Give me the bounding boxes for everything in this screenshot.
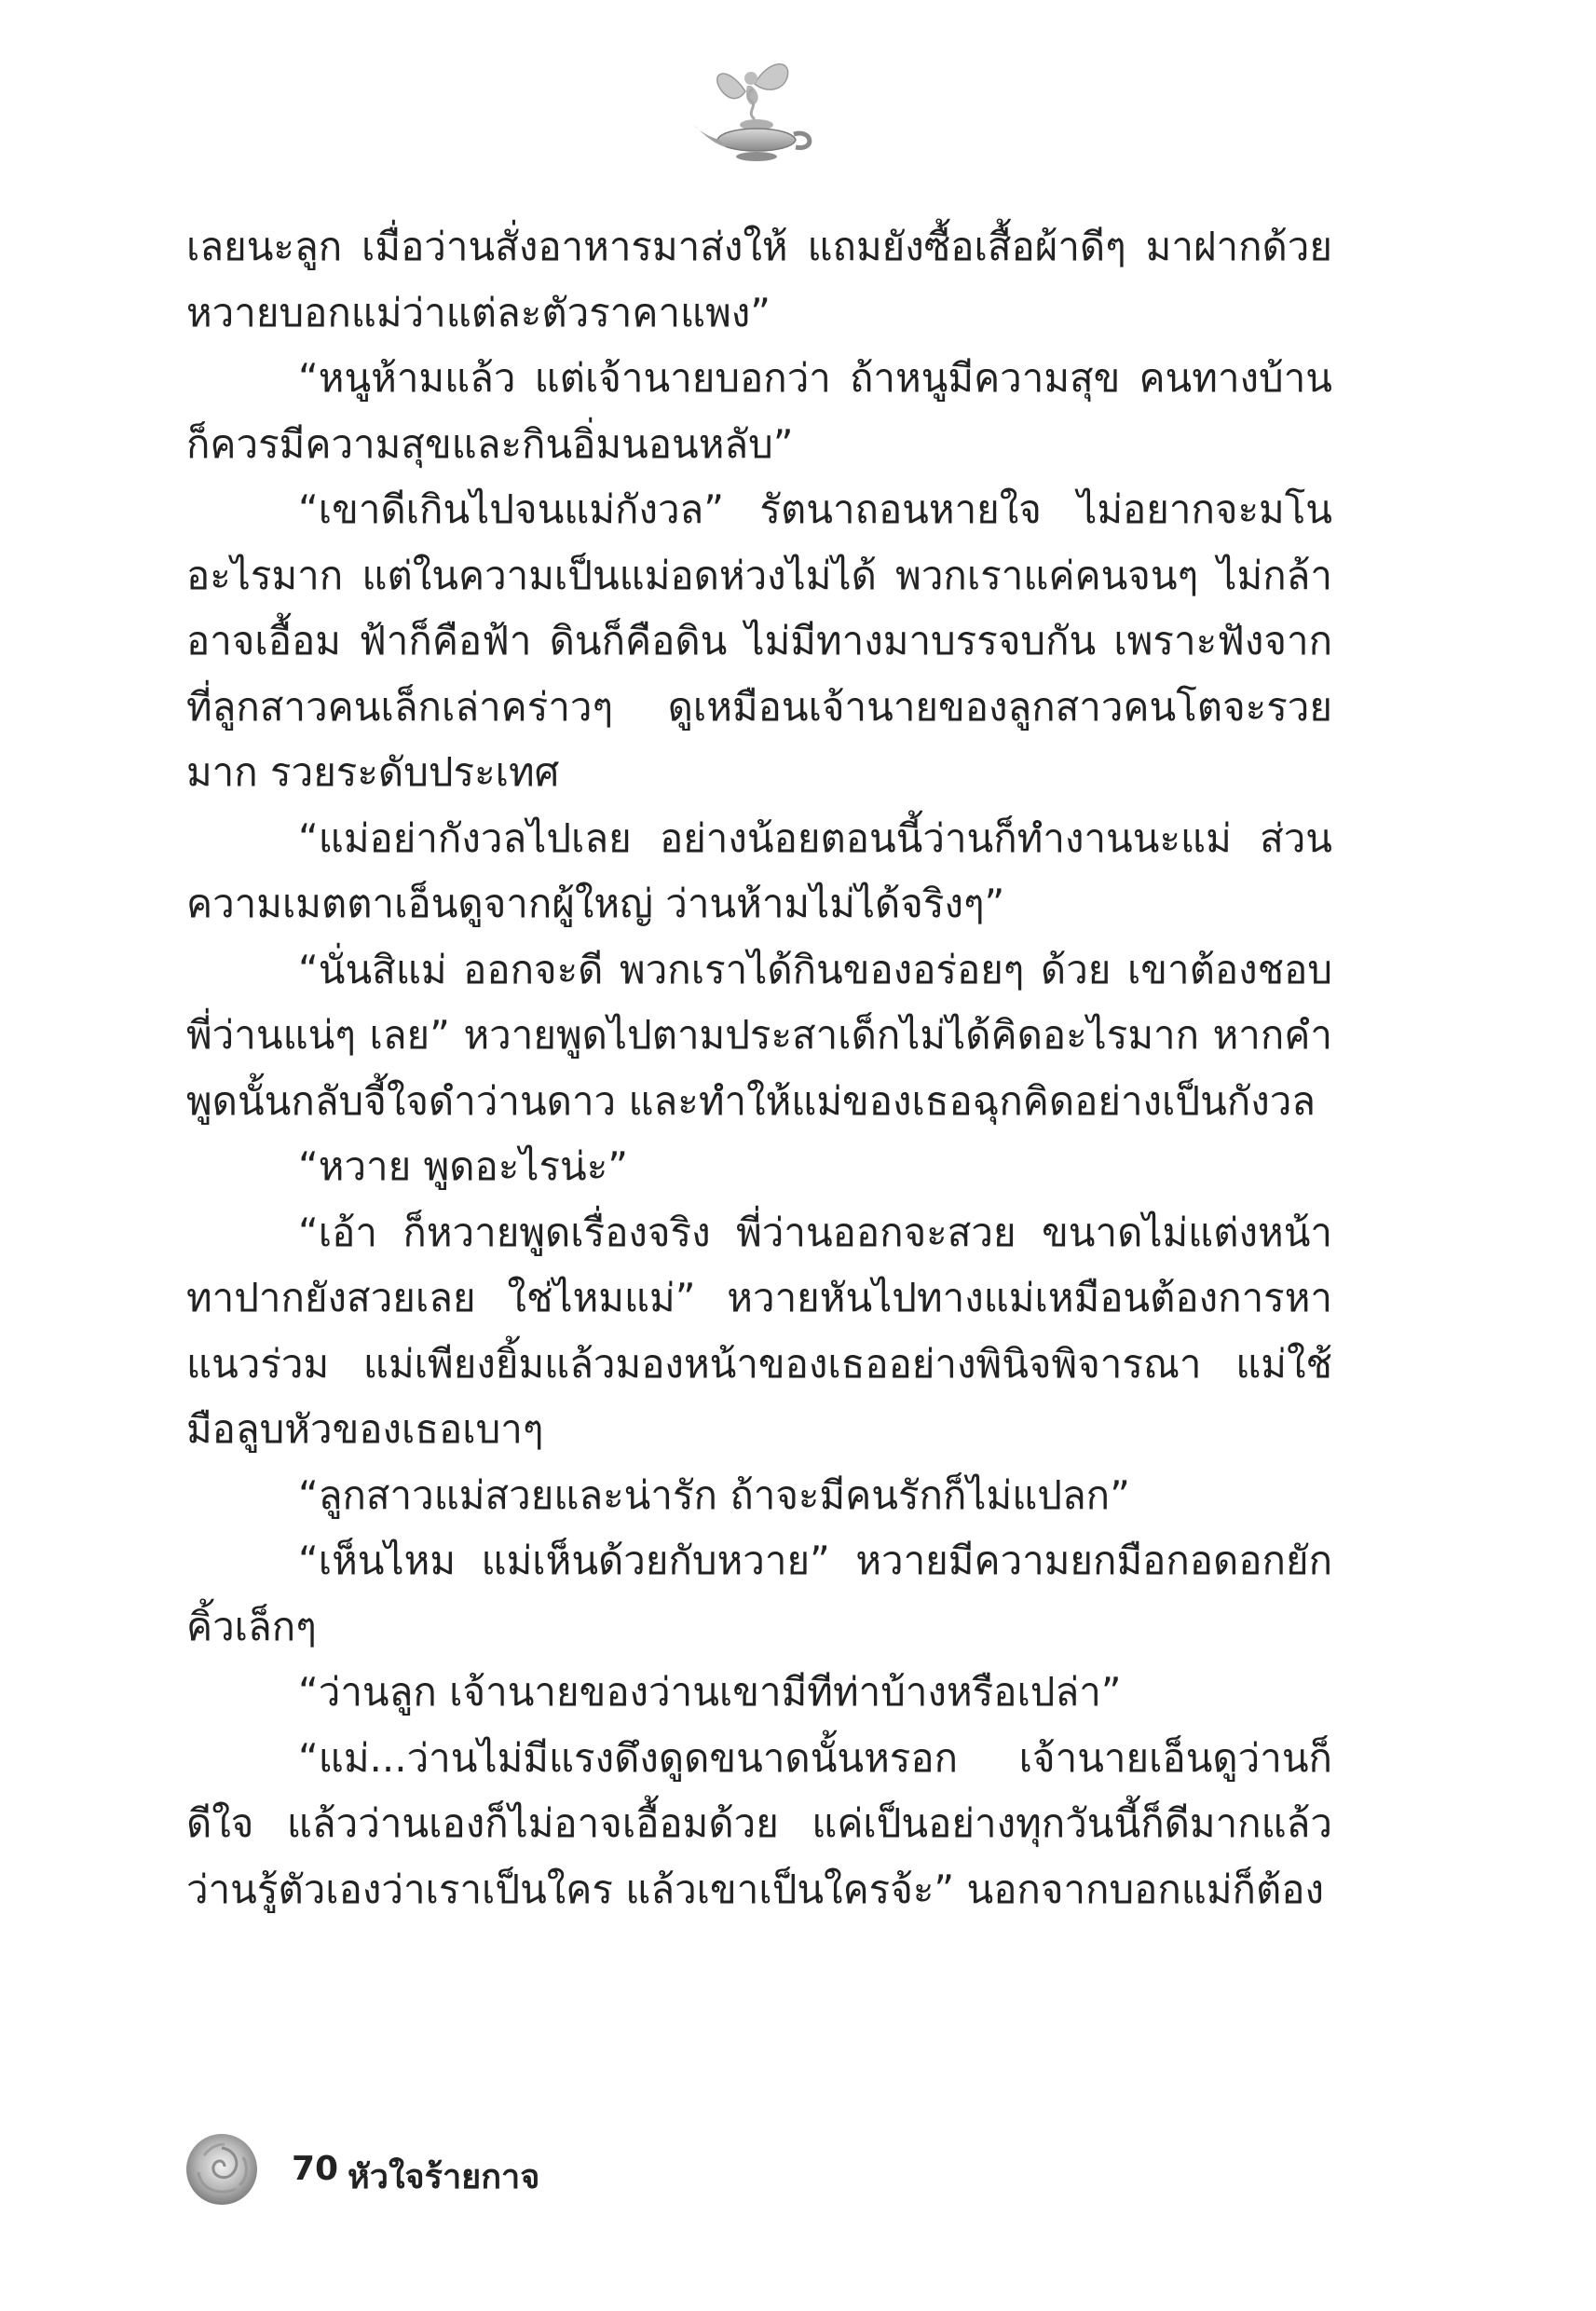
paragraph: เลยนะลูก เมื่อว่านสั่งอาหารมาส่งให้ แถมยังซื้อเสื้อผ้าดีๆ มาฝากด้วย หวายบอกแม่ว่าแต่ละตัวราคาแพง” xyxy=(186,224,1332,335)
paragraph: “ลูกสาวแม่สวยและน่ารัก ถ้าจะมีคนรักก็ไม่แปลก” xyxy=(298,1471,1130,1518)
paragraph: “หวาย พูดอะไรน่ะ” xyxy=(298,1143,629,1189)
chapter-body-text xyxy=(186,214,1332,1922)
paragraph: “เขาดีเกินไปจนแม่กังวล” รัตนาถอนหายใจ ไม่อยากจะมโนอะไรมาก แต่ในความเป็นแม่อดห่วงไม่ได้ พวกเราแค่คนจนๆ ไม่กล้าอาจเอื้อม ฟ้าก็คือฟ้า ดินก็คือดิน ไม่มีทางมาบรรจบกัน เพราะฟังจากที่ลูกสาวคนเล็กเล่าคร่าวๆ ดูเหมือนเจ้านายของลูกสาวคนโตจะรวยมาก รวยระดับประเทศ xyxy=(186,486,1332,795)
paragraph: “หนูห้ามแล้ว แต่เจ้านายบอกว่า ถ้าหนูมีความสุข คนทางบ้านก็ควรมีความสุขและกินอิ่มนอนหลับ” xyxy=(186,355,1332,467)
rose-icon xyxy=(182,2129,262,2209)
paragraph: “เอ้า ก็หวายพูดเรื่องจริง พี่ว่านออกจะสวย ขนาดไม่แต่งหน้าทาปากยังสวยเลย ใช่ไหมแม่” หวายหันไปทางแม่เหมือนต้องการหาแนวร่วม แม่เพียงยิ้มแล้วมองหน้าของเธออย่างพินิจพิจารณา แม่ใช้มือลูบหัวของเธอเบาๆ xyxy=(186,1209,1332,1452)
page-number: 70 xyxy=(292,2150,339,2188)
paragraph: “นั่นสิแม่ ออกจะดี พวกเราได้กินของอร่อยๆ ด้วย เขาต้องชอบพี่ว่านแน่ๆ เลย” หวายพูดไปตามประสาเด็กไม่ได้คิดอะไรมาก หากคำพูดนั้นกลับจี้ใจดำว่านดาว และทำให้แม่ของเธอฉุกคิดอย่างเป็นกังวล xyxy=(186,946,1332,1124)
paragraph: “แม่อย่ากังวลไปเลย อย่างน้อยตอนนี้ว่านก็ทำงานนะแม่ ส่วนความเมตตาเอ็นดูจากผู้ใหญ่ ว่านห้ามไม่ได้จริงๆ” xyxy=(186,814,1332,926)
paragraph: “ว่านลูก เจ้านายของว่านเขามีทีท่าบ้างหรือเปล่า” xyxy=(298,1669,1122,1715)
paragraph: “แม่...ว่านไม่มีแรงดึงดูดขนาดนั้นหรอก เจ้านายเอ็นดูว่านก็ดีใจ แล้วว่านเองก็ไม่อาจเอื้อมด้วย แค่เป็นอย่างทุกวันนี้ก็ดีมากแล้ว ว่านรู้ตัวเองว่าเราเป็นใคร แล้วเขาเป็นใครจ้ะ” นอกจากบอกแม่ก็ต้อง xyxy=(186,1734,1332,1912)
page-footer xyxy=(182,2129,834,2213)
book-title: หัวใจร้ายกาจ xyxy=(348,2158,540,2196)
paragraph: “เห็นไหม แม่เห็นด้วยกับหวาย” หวายมีความยกมือกอดอกยักคิ้วเล็กๆ xyxy=(186,1538,1332,1649)
fairy-lamp-ornament-icon xyxy=(689,54,820,171)
